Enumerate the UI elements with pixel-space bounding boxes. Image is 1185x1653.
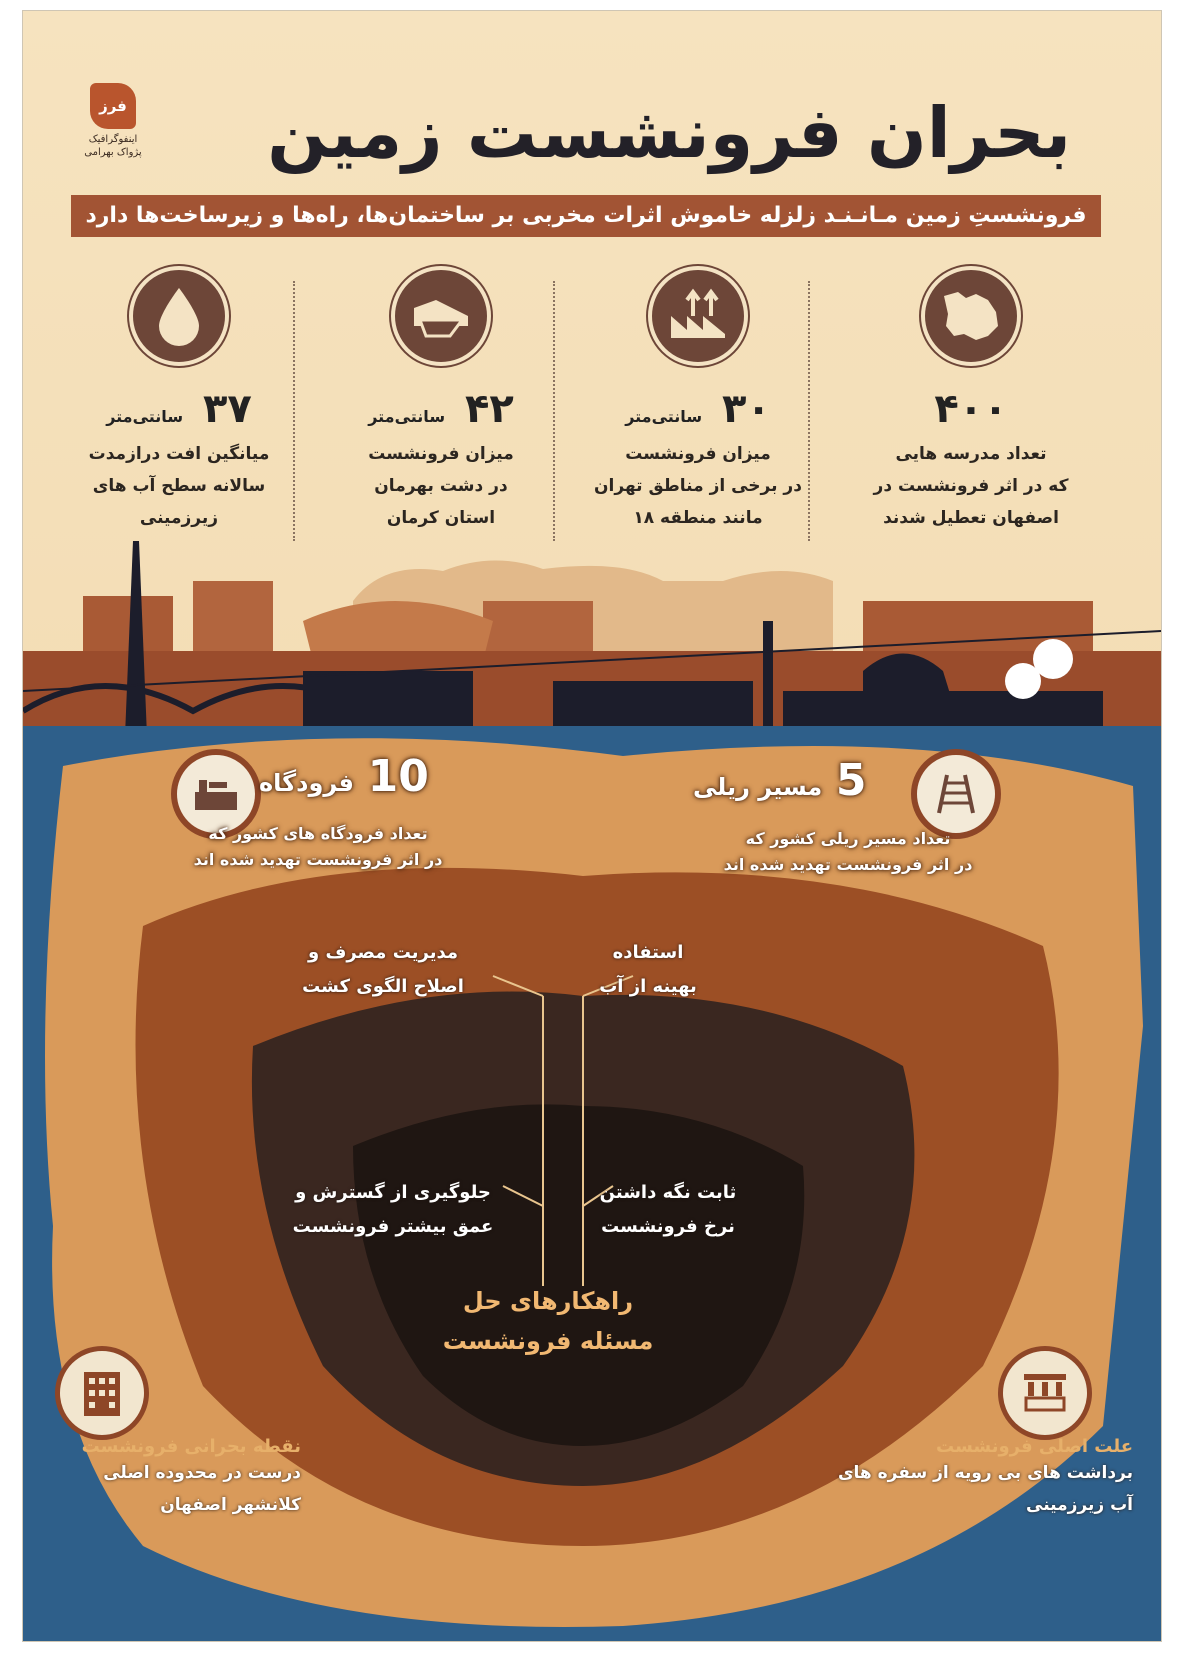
solution-line: جلوگیری از گسترش و [295, 1182, 491, 1203]
subtitle-banner: فرونشستِ زمین مـانـنـد زلزله خاموش اثرات مخربی بر ساختمان‌ها، راه‌ها و زیرساخت‌ها دارد [71, 195, 1101, 237]
critical-point [41, 1436, 301, 1521]
solution-item [273, 1176, 513, 1244]
land-crack-icon [648, 266, 748, 366]
stat-value: ۴۰۰ [934, 386, 1008, 432]
brand-line-1: اینفوگرافیک [88, 134, 138, 145]
water-extraction-icon [998, 1346, 1092, 1440]
railways-desc: در اثر فرونشست تهدید شده اند [723, 855, 973, 874]
stat-desc-line: که در اثر فرونشست در [873, 476, 1069, 496]
railways-stat [693, 755, 866, 806]
airports-label: فرودگاه [259, 769, 355, 797]
airports-stat [259, 751, 429, 802]
solution-line: استفاده [612, 942, 684, 963]
solution-line: نرخ فرونشست [601, 1216, 735, 1237]
stat-desc-line: مانند منطقه ۱۸ [633, 508, 763, 528]
stat-value: ۳۷ [202, 386, 252, 432]
critical-point-desc: درست در محدوده اصلی [103, 1463, 301, 1483]
stat-desc-line: در برخی از مناطق تهران [594, 476, 802, 496]
stat-desc-line: سالانه سطح آب های [92, 476, 266, 496]
water-drop-icon [129, 266, 229, 366]
solution-line: ثابت نگه داشتن [599, 1182, 737, 1203]
stat-value: ۳۰ [721, 386, 771, 432]
solutions-title-line: راهکارهای حل [462, 1287, 634, 1315]
solution-line: بهینه از آب [599, 976, 697, 997]
stat-kerman [321, 266, 561, 534]
stat-tehran [578, 266, 818, 534]
stat-desc-line: استان کرمان [386, 508, 496, 528]
brand-line-2: پژواک بهرامی [84, 147, 142, 158]
stat-unit: سانتی‌متر [106, 407, 184, 426]
airports-desc: تعداد فرودگاه های کشور که [208, 824, 428, 843]
stat-desc-line: اصفهان تعطیل شدند [883, 508, 1059, 528]
railways-value: 5 [835, 755, 867, 806]
stat-desc-line: تعداد مدرسه هایی [895, 444, 1047, 464]
main-cause-title: علت اصلی فرونشست [936, 1436, 1133, 1457]
stat-value: ۴۲ [464, 386, 514, 432]
critical-point-title: نقطه بحرانی فرونشست [81, 1436, 301, 1457]
sinking-land-icon [391, 266, 491, 366]
brand [78, 83, 148, 159]
main-cause-desc: برداشت های بی رویه از سفره های [837, 1463, 1133, 1483]
iran-map-icon [921, 266, 1021, 366]
stat-desc-line: در دشت بهرمان [374, 476, 508, 496]
building-icon [55, 1346, 149, 1440]
main-cause-desc: آب زیرزمینی [1026, 1495, 1133, 1515]
solutions-title [428, 1281, 668, 1361]
solution-item [588, 936, 708, 1004]
stat-desc-line: میانگین افت درازمدت [88, 444, 270, 464]
stat-schools [851, 266, 1091, 534]
solution-item [283, 936, 483, 1004]
stat-groundwater [59, 266, 299, 534]
railways-label: مسیر ریلی [693, 773, 823, 801]
airports-value: 10 [367, 751, 429, 802]
page-title: بحران فرونشست زمین [267, 92, 1071, 174]
stat-desc-line: میزان فرونشست [625, 444, 771, 464]
critical-point-desc: کلانشهر اصفهان [160, 1495, 301, 1515]
stat-unit: سانتی‌متر [368, 407, 446, 426]
city-skyline-illustration [23, 541, 1161, 736]
main-cause [793, 1436, 1133, 1521]
solution-line: عمق بیشتر فرونشست [292, 1216, 494, 1237]
airports-desc: در اثر فرونشست تهدید شده اند [193, 850, 443, 869]
stat-desc-line: زیرزمینی [139, 508, 219, 528]
solutions-title-line: مسئله فرونشست [442, 1327, 654, 1355]
stat-unit: سانتی‌متر [625, 407, 703, 426]
railways-desc: تعداد مسیر ریلی کشور که [745, 829, 951, 848]
brand-logo: فرز [90, 83, 136, 129]
solution-line: اصلاح الگوی کشت [302, 976, 464, 997]
infographic [22, 10, 1162, 1642]
solution-item [578, 1176, 758, 1244]
stat-desc-line: میزان فرونشست [368, 444, 514, 464]
solution-line: مدیریت مصرف و [307, 942, 459, 963]
